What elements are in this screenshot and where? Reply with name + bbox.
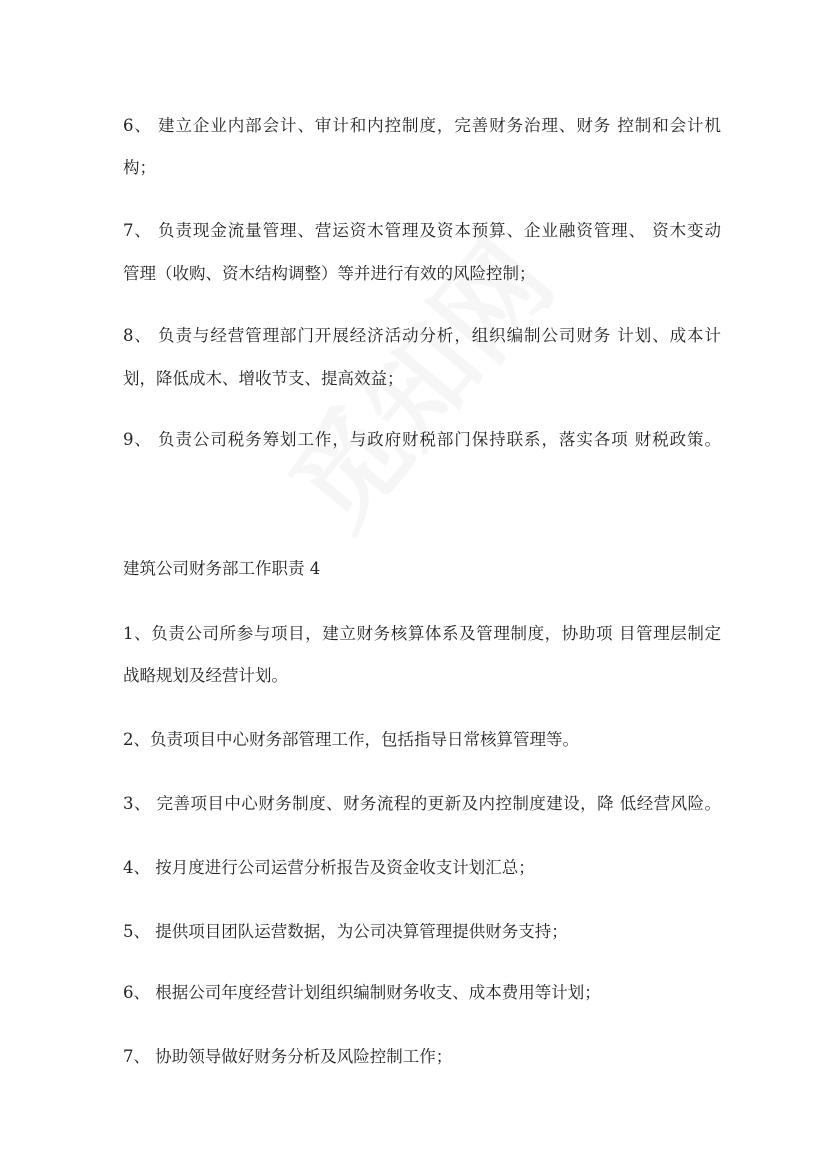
list-item-line: 划，降低成木、增收节支、提高效益； (123, 369, 404, 388)
section-heading: 建筑公司财务部工作职责 4 (123, 559, 321, 578)
list-item-line: 1、负责公司所参与项目，建立财务核算体系及管理制度，协助项 目管理层制定 (123, 624, 721, 643)
list-item-line: 管理（收购、资木结构调整）等并进行有效的风险控制； (123, 264, 536, 283)
list-item-line: 6、 根据公司年度经营计划组织编制财务收支、成本费用等计划； (123, 983, 601, 1002)
list-item-line: 5、 提供项目团队运营数据，为公司决算管理提供财务支持； (123, 922, 568, 941)
list-item-line: 4、 按月度进行公司运营分析报告及资金收支计划汇总； (123, 858, 535, 877)
list-item-line: 3、 完善项目中心财务制度、财务流程的更新及内控制度建设，降 低经营风险。 (123, 794, 721, 813)
list-item-line: 9、 负责公司税务筹划工作，与政府财税部门保持联系，落实各项 财税政策。 (123, 430, 721, 449)
list-item-line: 8、 负责与经营管理部门开展经济活动分析，组织编制公司财务 计划、成本计 (123, 326, 721, 345)
list-item-line: 7、 负责现金流量管理、营运资木管理及资本预算、企业融资管理、 资木变动 (123, 221, 721, 240)
list-item-line: 构； (123, 158, 156, 177)
list-item-line: 2、负责项目中心财务部管理工作，包括指导日常核算管理等。 (123, 730, 579, 749)
list-item-line: 6、 建立企业内部会计、审计和内控制度，完善财务治理、财务 控制和会计机 (123, 116, 721, 135)
list-item-line: 战略规划及经营计划。 (123, 666, 288, 685)
list-item-line: 7、 协助领导做好财务分析及风险控制工作； (123, 1047, 453, 1066)
